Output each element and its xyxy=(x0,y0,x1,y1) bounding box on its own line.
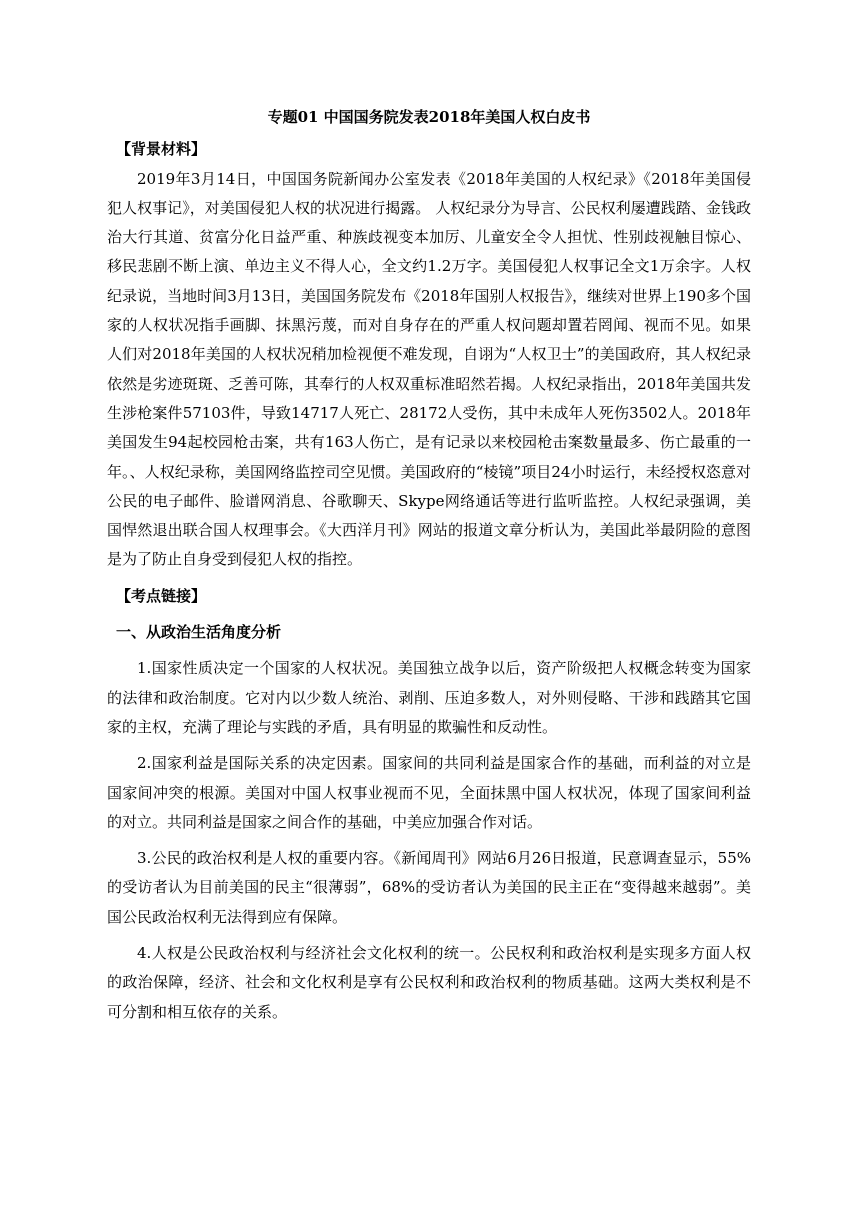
spacer xyxy=(107,837,751,844)
spacer xyxy=(107,647,751,654)
document-page xyxy=(107,103,751,1027)
section-heading-links: 【考点链接】 xyxy=(116,586,207,605)
spacer xyxy=(107,575,751,582)
spacer xyxy=(107,611,751,618)
spacer xyxy=(107,932,751,939)
point-paragraph: 4.人权是公民政治权利与经济社会文化权利的统一。公民权利和政治权利是实现多方面人权的政治保障，经济、社会和文化权利是享有公民权利和政治权利的物质基础。这两大类权利是不可分割和相互依存的关系。 xyxy=(107,944,751,1021)
point-paragraph: 1.国家性质决定一个国家的人权状况。美国独立战争以后，资产阶级把人权概念转变为国家的法律和政治制度。它对内以少数人统治、剥削、压迫多数人，对外则侵略、干涉和践踏其它国家的主权，充满了理论与实践的矛盾，具有明显的欺骗性和反动性。 xyxy=(107,659,751,736)
section-heading-background: 【背景材料】 xyxy=(116,140,207,159)
subsection-heading-political: 一、从政治生活角度分析 xyxy=(116,623,282,642)
point-paragraph: 2.国家利益是国际关系的决定因素。国家间的共同利益是国家合作的基础，而利益的对立是国家间冲突的根源。美国对中国人权事业视而不见，全面抹黑中国人权状况，体现了国家间利益的对立。共同利益是国家之间合作的基础，中美应加强合作对话。 xyxy=(107,754,751,831)
spacer xyxy=(107,742,751,749)
background-paragraph: 2019年3月14日，中国国务院新闻办公室发表《2018年美国的人权纪录》《2018年美国侵犯人权事记》，对美国侵犯人权的状况进行揭露。 人权纪录分为导言、公民权利屡遭践踏、金钱政治大行其道、贫富分化日益严重、种族歧视变本加厉、儿童安全令人担忧、性别歧视触目惊心、移民悲剧不断上演、单边主义不得人心，全文约1.2万字。美国侵犯人权事记全文1万余字。人权纪录说，当地时间3月13日，美国国务院发布《2018年国别人权报告》，继续对世界上190多个国家的人权状况指手画脚、抹黑污蔑，而对自身存在的严重人权问题却置若罔闻、视而不见。如果人们对2018年美国的人权状况稍加检视便不难发现，自诩为“人权卫士”的美国政府，其人权纪录依然是劣迹斑斑、乏善可陈，其奉行的人权双重标准昭然若揭。人权纪录指出，2018年美国共发生涉枪案件57103件，导致14717人死亡、28172人受伤，其中未成年人死伤3502人。2018年美国发生94起校园枪击案，共有163人伤亡，是有记录以来校园枪击案数量最多、伤亡最重的一年。、人权纪录称，美国网络监控司空见惯。美国政府的“棱镜”项目24小时运行，未经授权恣意对公民的电子邮件、脸谱网消息、谷歌聊天、Skype网络通话等进行监听监控。人权纪录强调，美国悍然退出联合国人权理事会。《大西洋月刊》网站的报道文章分析认为，美国此举最阴险的意图是为了防止自身受到侵犯人权的指控。 xyxy=(107,169,751,569)
point-paragraph: 3.公民的政治权利是人权的重要内容。《新闻周刊》网站6月26日报道，民意调查显示，55%的受访者认为目前美国的民主“很薄弱”，68%的受访者认为美国的民主正在“变得越来越弱”。美国公民政治权利无法得到应有保障。 xyxy=(107,849,751,926)
document-title: 专题01 中国国务院发表2018年美国人权白皮书 xyxy=(267,108,591,126)
